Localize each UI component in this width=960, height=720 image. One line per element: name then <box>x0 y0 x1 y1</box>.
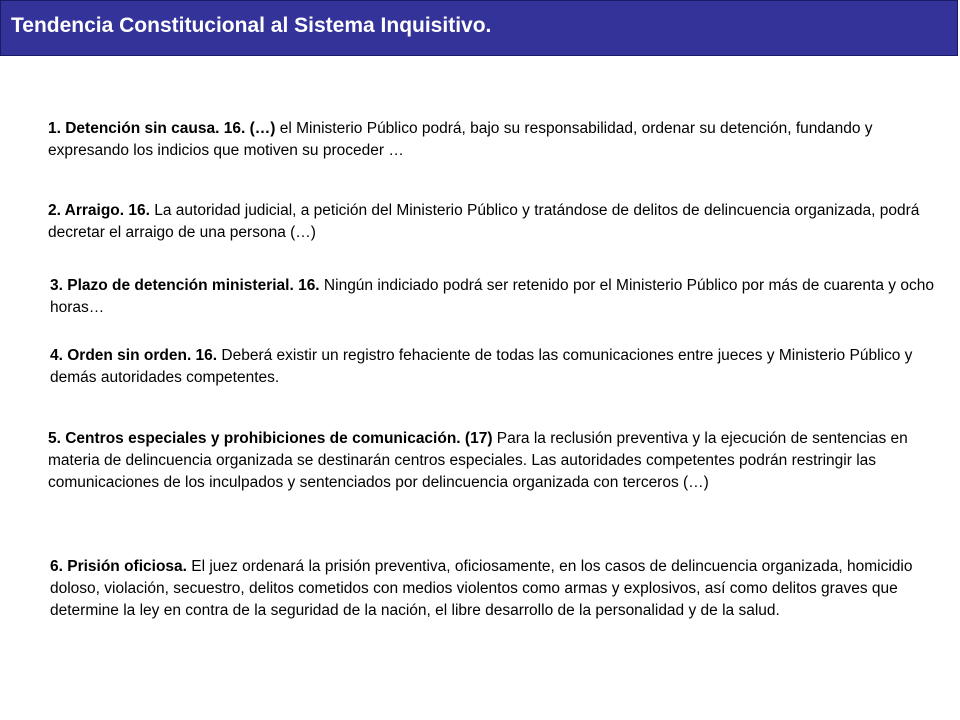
list-item-plazo <box>50 275 950 319</box>
title-bar <box>0 0 958 56</box>
item-body: Para la reclusión preventiva y la ejecución de sentencias en materia de delincuencia organizada se destinarán centros especiales. Las autoridades competentes podrán restringir las comunicaciones de los inculpados y sentenciados por delincuencia organizada con terceros (…) <box>48 430 908 491</box>
item-body: La autoridad judicial, a petición del Ministerio Público y tratándose de delitos de delincuencia organizada, podrá decretar el arraigo de una persona (…) <box>48 202 920 241</box>
item-body: el Ministerio Público podrá, bajo su responsabilidad, ordenar su detención, fundando y expresando los indicios que motiven su proceder … <box>48 120 873 159</box>
item-heading: 5. Centros especiales y prohibiciones de comunicación. (17) <box>48 430 493 447</box>
item-body: Ningún indiciado podrá ser retenido por el Ministerio Público por más de cuarenta y ocho horas… <box>50 277 934 316</box>
item-heading: 3. Plazo de detención ministerial. 16. <box>50 277 320 294</box>
item-body: El juez ordenará la prisión preventiva, oficiosamente, en los casos de delincuencia organizada, homicidio doloso, violación, secuestro, delitos cometidos con medios violentos como armas y explosivos, así como delitos graves que determine la ley en contra de la seguridad de la nación, el libre desarrollo de la personalidad y de la salud. <box>50 558 913 619</box>
item-heading: 6. Prisión oficiosa. <box>50 558 187 575</box>
item-heading: 4. Orden sin orden. 16. <box>50 347 218 364</box>
list-item-detencion <box>48 118 948 162</box>
item-heading: 1. Detención sin causa. 16. (…) <box>48 120 276 137</box>
item-heading: 2. Arraigo. 16. <box>48 202 150 219</box>
page-title: Tendencia Constitucional al Sistema Inquisitivo. <box>11 14 492 37</box>
list-item-arraigo <box>48 200 948 244</box>
list-item-orden <box>50 345 930 389</box>
list-item-centros <box>48 428 948 494</box>
list-item-prision <box>50 556 930 622</box>
item-body: Deberá existir un registro fehaciente de todas las comunicaciones entre jueces y Ministerio Público y demás autoridades competentes. <box>50 347 913 386</box>
